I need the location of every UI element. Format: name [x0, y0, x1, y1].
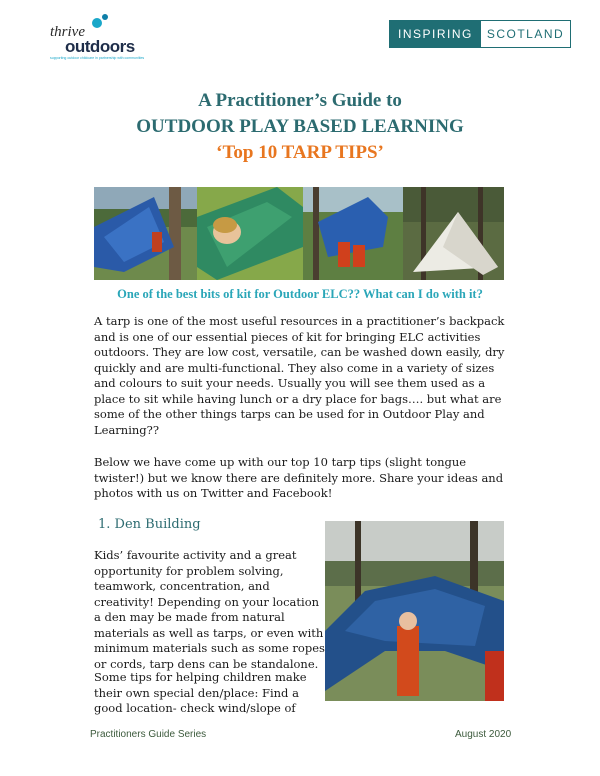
blue-tarp-den-photo	[94, 187, 197, 280]
title-line1: A Practitioner’s Guide to	[198, 90, 402, 111]
title-line2: OUTDOOR PLAY BASED LEARNING	[136, 116, 464, 137]
section-heading-den-building: 1. Den Building	[98, 517, 201, 532]
footer-series: Practitioners Guide Series	[90, 729, 207, 740]
intro-paragraph: A tarp is one of the most useful resources in a practitioner’s backpack and is one of our essential pieces of kit for bringing ELC activities outdoors. They are low cost, versatile, can be washed down easily, dry quickly and are multi-functional. They also come in a variety of sizes and colours to suit your needs. Usually you will see them used as a place to sit while having lunch or a dry place for bags…. but what are some of the other things tarps can be used for in Outdoor Play and Learning??	[94, 314, 505, 437]
inspiring-logo-part2: SCOTLAND	[481, 21, 570, 47]
thrive-logo-line2: outdoors	[65, 37, 135, 56]
photo-strip	[94, 187, 504, 280]
page-title	[0, 88, 600, 166]
logo-dot-small-icon	[102, 14, 108, 20]
den-building-photo	[325, 521, 504, 701]
den-building-paragraph: Kids’ favourite activity and a great opportunity for problem solving, teamwork, concentration, and creativity! Depending on your location a den may be made from natural materials as well as tarps, or even with minimum materials such as some ropes or cords, tarp dens can be standalone.	[94, 548, 325, 671]
title-line3: ‘Top 10 TARP TIPS’	[216, 142, 384, 163]
logo-dot-icon	[92, 18, 102, 28]
question-subtitle: One of the best bits of kit for Outdoor ELC?? What can I do with it?	[117, 287, 483, 301]
thrive-logo-tagline: supporting outdoor childcare in partnership with communities	[50, 56, 145, 60]
child-blue-tarp-tree-photo	[303, 187, 403, 280]
inspiring-scotland-logo	[389, 20, 571, 48]
intro-paragraph-2: Below we have come up with our top 10 tarp tips (slight tongue twister!) but we know there are definitely more. Share your ideas and photos with us on Twitter and Facebook!	[94, 455, 504, 500]
thrive-logo-line1: thrive	[50, 24, 85, 40]
inspiring-logo-part1: INSPIRING	[390, 21, 481, 47]
den-tips-paragraph: Some tips for helping children make their own special den/place: Find a good location- check wind/slope of	[94, 670, 307, 715]
thrive-outdoors-logo	[50, 14, 150, 58]
white-tarp-tent-photo	[403, 187, 504, 280]
footer-date: August 2020	[455, 729, 512, 740]
child-green-tarp-photo	[197, 187, 303, 280]
